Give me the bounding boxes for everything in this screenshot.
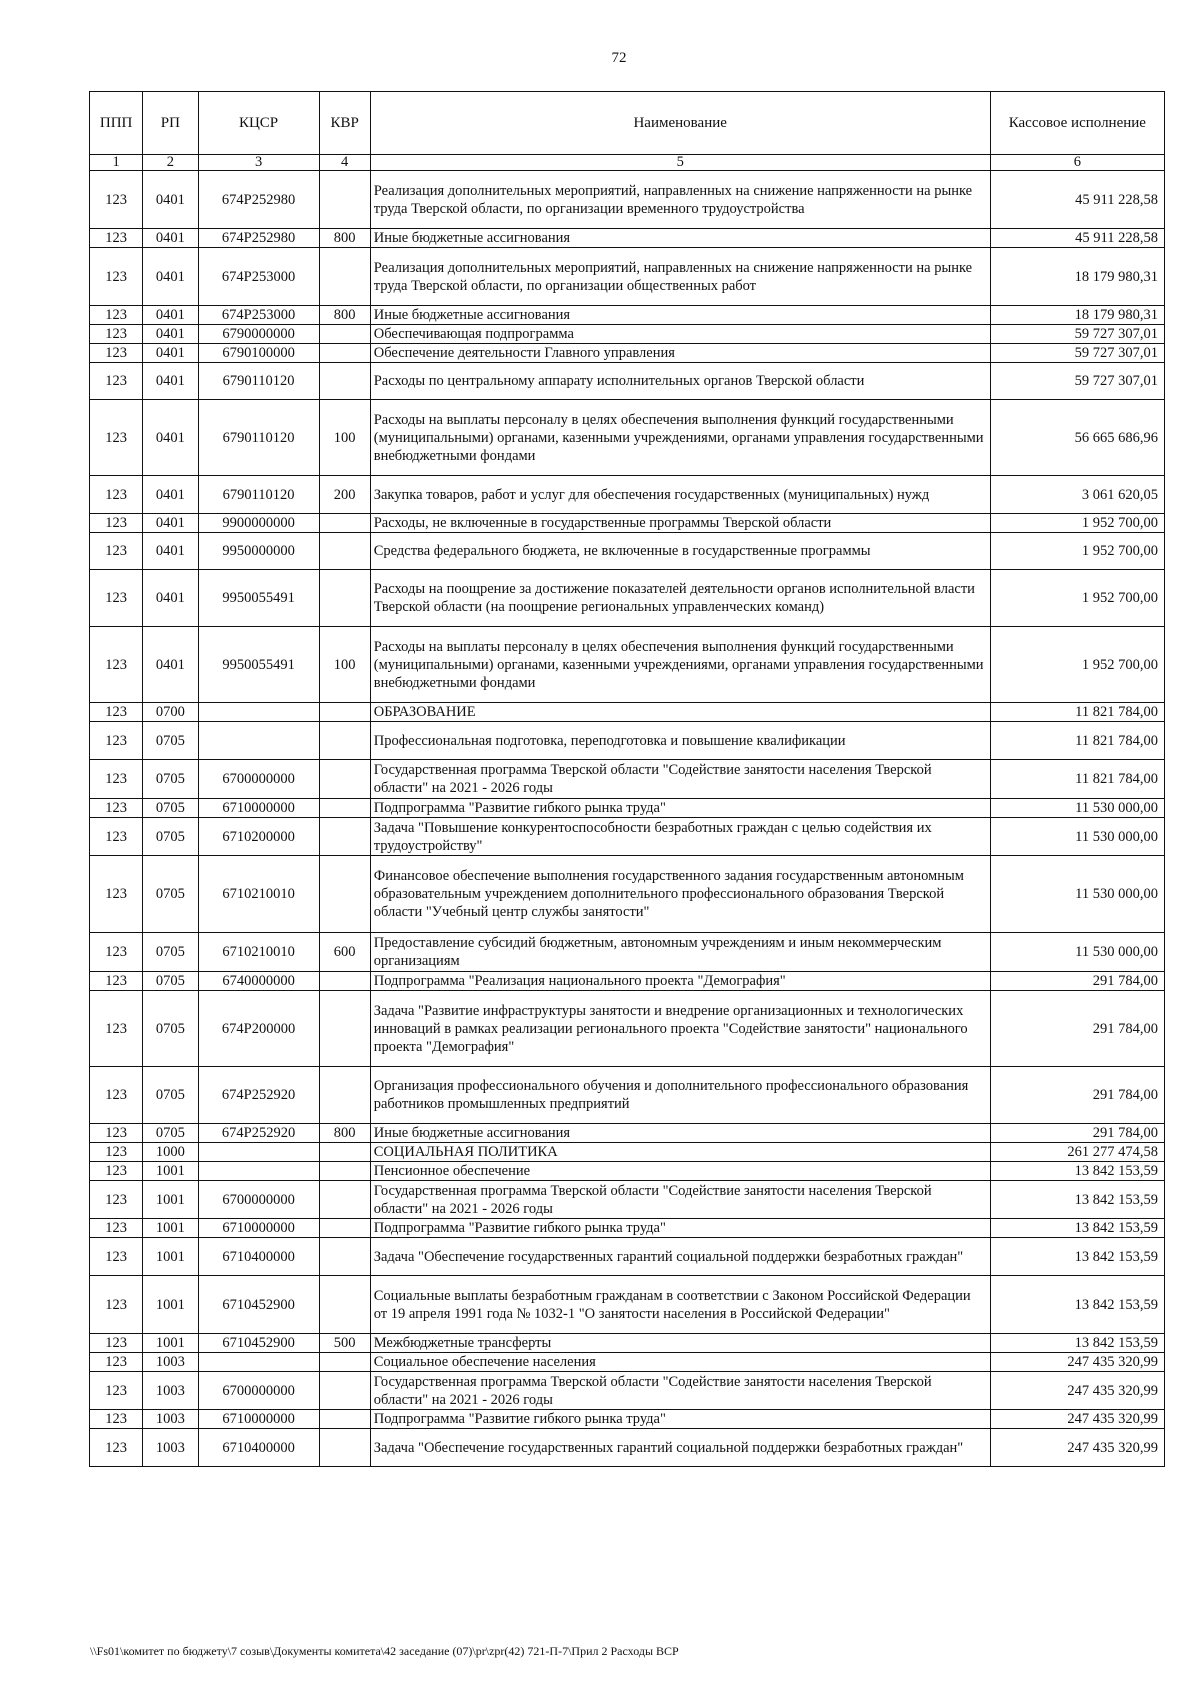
table-row	[90, 1143, 1165, 1162]
cell-name: Расходы на выплаты персоналу в целях обеспечения выполнения функций государственными (муниципальными) органами, казенными учреждениями, органами управления государственными внебюджетными фондами	[370, 400, 990, 476]
cell-kcsr: 674P200000	[198, 991, 319, 1067]
cell-amount: 59 727 307,01	[990, 325, 1164, 344]
table-row	[90, 1181, 1165, 1219]
table-row	[90, 1372, 1165, 1410]
cell-amount: 18 179 980,31	[990, 306, 1164, 325]
cell-kvr	[319, 570, 370, 627]
cell-rp: 1001	[143, 1162, 198, 1181]
cell-amount: 13 842 153,59	[990, 1181, 1164, 1219]
cell-name: Межбюджетные трансферты	[370, 1334, 990, 1353]
cell-name: Реализация дополнительных мероприятий, направленных на снижение напряженности на рынке труда Тверской области, по организации временного трудоустройства	[370, 171, 990, 229]
cell-kcsr: 674P253000	[198, 306, 319, 325]
cell-rp: 0705	[143, 856, 198, 933]
cell-rp: 0401	[143, 476, 198, 514]
cell-amount: 247 435 320,99	[990, 1429, 1164, 1467]
table-row	[90, 722, 1165, 760]
cell-amount: 291 784,00	[990, 1124, 1164, 1143]
cell-amount: 11 530 000,00	[990, 933, 1164, 972]
column-number-row	[90, 155, 1165, 171]
cell-kvr	[319, 972, 370, 991]
cell-amount: 56 665 686,96	[990, 400, 1164, 476]
cell-ppp: 123	[90, 1429, 143, 1467]
cell-amount: 1 952 700,00	[990, 514, 1164, 533]
cell-kvr: 800	[319, 306, 370, 325]
cell-rp: 1003	[143, 1353, 198, 1372]
cell-amount: 11 530 000,00	[990, 799, 1164, 818]
cell-kcsr: 674P253000	[198, 248, 319, 306]
cell-kcsr: 6790110120	[198, 400, 319, 476]
cell-name: Подпрограмма "Развитие гибкого рынка труда"	[370, 1219, 990, 1238]
cell-rp: 0401	[143, 533, 198, 570]
cell-amount: 247 435 320,99	[990, 1410, 1164, 1429]
cell-rp: 1001	[143, 1181, 198, 1219]
cell-kvr: 800	[319, 1124, 370, 1143]
cell-rp: 1001	[143, 1334, 198, 1353]
cell-rp: 0705	[143, 818, 198, 856]
cell-rp: 0705	[143, 1067, 198, 1124]
cell-kcsr: 6710452900	[198, 1334, 319, 1353]
cell-ppp: 123	[90, 991, 143, 1067]
cell-kcsr: 6710210010	[198, 856, 319, 933]
header-amount: Кассовое исполнение	[990, 92, 1164, 155]
cell-amount: 11 530 000,00	[990, 856, 1164, 933]
column-number: 4	[319, 155, 370, 171]
cell-amount: 11 821 784,00	[990, 760, 1164, 799]
cell-ppp: 123	[90, 325, 143, 344]
cell-ppp: 123	[90, 972, 143, 991]
table-row	[90, 1276, 1165, 1334]
cell-kcsr: 6790110120	[198, 476, 319, 514]
table-row	[90, 1162, 1165, 1181]
cell-kcsr	[198, 1162, 319, 1181]
cell-kvr	[319, 533, 370, 570]
cell-kvr	[319, 722, 370, 760]
header-kvr: КВР	[319, 92, 370, 155]
cell-rp: 0401	[143, 248, 198, 306]
cell-kcsr: 6710210010	[198, 933, 319, 972]
cell-ppp: 123	[90, 363, 143, 400]
table-row	[90, 570, 1165, 627]
table-row	[90, 1219, 1165, 1238]
table-row	[90, 171, 1165, 229]
cell-kcsr: 6790110120	[198, 363, 319, 400]
cell-kcsr: 6710000000	[198, 799, 319, 818]
cell-ppp: 123	[90, 1162, 143, 1181]
cell-name: Расходы по центральному аппарату исполнительных органов Тверской области	[370, 363, 990, 400]
cell-amount: 13 842 153,59	[990, 1276, 1164, 1334]
cell-kvr: 100	[319, 627, 370, 703]
column-number: 1	[90, 155, 143, 171]
cell-name: Задача "Обеспечение государственных гарантий социальной поддержки безработных граждан"	[370, 1238, 990, 1276]
table-row	[90, 703, 1165, 722]
cell-amount: 13 842 153,59	[990, 1238, 1164, 1276]
cell-kvr	[319, 325, 370, 344]
column-number: 2	[143, 155, 198, 171]
cell-kvr	[319, 363, 370, 400]
header-rp: РП	[143, 92, 198, 155]
cell-name: Государственная программа Тверской области "Содействие занятости населения Тверской области" на 2021 - 2026 годы	[370, 760, 990, 799]
cell-kvr: 500	[319, 1334, 370, 1353]
cell-rp: 0401	[143, 400, 198, 476]
cell-ppp: 123	[90, 1334, 143, 1353]
table-row	[90, 1238, 1165, 1276]
cell-ppp: 123	[90, 400, 143, 476]
column-number: 6	[990, 155, 1164, 171]
cell-rp: 1003	[143, 1372, 198, 1410]
cell-name: Средства федерального бюджета, не включенные в государственные программы	[370, 533, 990, 570]
cell-name: Задача "Развитие инфраструктуры занятости и внедрение организационных и технологических инноваций в рамках реализации регионального проекта "Содействие занятости" национального проекта "Демография"	[370, 991, 990, 1067]
cell-kvr	[319, 760, 370, 799]
table-row	[90, 933, 1165, 972]
cell-kvr: 200	[319, 476, 370, 514]
cell-amount: 11 821 784,00	[990, 722, 1164, 760]
cell-kvr	[319, 171, 370, 229]
cell-name: Подпрограмма "Реализация национального проекта "Демография"	[370, 972, 990, 991]
cell-kcsr	[198, 703, 319, 722]
cell-name: Иные бюджетные ассигнования	[370, 1124, 990, 1143]
cell-name: Обеспечивающая подпрограмма	[370, 325, 990, 344]
cell-rp: 0401	[143, 514, 198, 533]
cell-ppp: 123	[90, 229, 143, 248]
cell-ppp: 123	[90, 933, 143, 972]
cell-ppp: 123	[90, 1181, 143, 1219]
table-row	[90, 344, 1165, 363]
cell-kcsr: 674P252920	[198, 1124, 319, 1143]
cell-ppp: 123	[90, 627, 143, 703]
cell-ppp: 123	[90, 818, 143, 856]
cell-rp: 0700	[143, 703, 198, 722]
table-row	[90, 856, 1165, 933]
cell-amount: 18 179 980,31	[990, 248, 1164, 306]
cell-ppp: 123	[90, 1353, 143, 1372]
cell-rp: 0401	[143, 229, 198, 248]
table-row	[90, 1429, 1165, 1467]
cell-kcsr: 6700000000	[198, 1181, 319, 1219]
cell-kcsr	[198, 722, 319, 760]
cell-rp: 0401	[143, 570, 198, 627]
cell-rp: 1001	[143, 1276, 198, 1334]
cell-kvr	[319, 799, 370, 818]
cell-kvr	[319, 1162, 370, 1181]
cell-kcsr: 6710452900	[198, 1276, 319, 1334]
cell-name: Социальное обеспечение населения	[370, 1353, 990, 1372]
cell-name: Задача "Обеспечение государственных гарантий социальной поддержки безработных граждан"	[370, 1429, 990, 1467]
cell-kcsr: 6710000000	[198, 1410, 319, 1429]
cell-ppp: 123	[90, 476, 143, 514]
table-row	[90, 514, 1165, 533]
cell-ppp: 123	[90, 1238, 143, 1276]
cell-amount: 291 784,00	[990, 972, 1164, 991]
cell-ppp: 123	[90, 799, 143, 818]
cell-kcsr: 674P252980	[198, 229, 319, 248]
cell-name: Обеспечение деятельности Главного управления	[370, 344, 990, 363]
cell-ppp: 123	[90, 760, 143, 799]
cell-kvr	[319, 514, 370, 533]
cell-ppp: 123	[90, 248, 143, 306]
cell-rp: 0401	[143, 627, 198, 703]
cell-kvr	[319, 856, 370, 933]
cell-amount: 1 952 700,00	[990, 627, 1164, 703]
cell-ppp: 123	[90, 570, 143, 627]
cell-amount: 247 435 320,99	[990, 1372, 1164, 1410]
cell-name: Государственная программа Тверской области "Содействие занятости населения Тверской области" на 2021 - 2026 годы	[370, 1181, 990, 1219]
table-row	[90, 1353, 1165, 1372]
cell-rp: 1001	[143, 1238, 198, 1276]
cell-rp: 0401	[143, 344, 198, 363]
cell-rp: 0401	[143, 171, 198, 229]
cell-kcsr: 6710200000	[198, 818, 319, 856]
cell-amount: 3 061 620,05	[990, 476, 1164, 514]
footer-file-path: \\Fs01\комитет по бюджету\7 созыв\Документы комитета\42 заседание (07)\pr\zpr(42) 721-П-7\Прил 2 Расходы ВСР	[90, 1644, 679, 1658]
cell-amount: 45 911 228,58	[990, 229, 1164, 248]
cell-kvr	[319, 344, 370, 363]
cell-ppp: 123	[90, 1410, 143, 1429]
cell-name: Расходы, не включенные в государственные программы Тверской области	[370, 514, 990, 533]
cell-rp: 0705	[143, 760, 198, 799]
cell-name: Финансовое обеспечение выполнения государственного задания государственным автономным образовательным учреждением дополнительного профессионального образования Тверской области "Учебный центр службы занятости"	[370, 856, 990, 933]
table-row	[90, 229, 1165, 248]
table-row	[90, 818, 1165, 856]
table-row	[90, 1334, 1165, 1353]
table-row	[90, 325, 1165, 344]
table-row	[90, 476, 1165, 514]
cell-kvr	[319, 818, 370, 856]
cell-rp: 0705	[143, 972, 198, 991]
cell-ppp: 123	[90, 171, 143, 229]
cell-rp: 0705	[143, 991, 198, 1067]
cell-ppp: 123	[90, 1372, 143, 1410]
cell-name: Закупка товаров, работ и услуг для обеспечения государственных (муниципальных) нужд	[370, 476, 990, 514]
cell-ppp: 123	[90, 1219, 143, 1238]
header-ppp: ППП	[90, 92, 143, 155]
cell-kvr	[319, 1372, 370, 1410]
cell-kcsr: 6700000000	[198, 1372, 319, 1410]
cell-amount: 13 842 153,59	[990, 1219, 1164, 1238]
cell-rp: 0401	[143, 363, 198, 400]
table-row	[90, 1067, 1165, 1124]
cell-amount: 291 784,00	[990, 991, 1164, 1067]
cell-name: Профессиональная подготовка, переподготовка и повышение квалификации	[370, 722, 990, 760]
cell-amount: 291 784,00	[990, 1067, 1164, 1124]
cell-amount: 1 952 700,00	[990, 533, 1164, 570]
cell-kcsr: 674P252980	[198, 171, 319, 229]
header-name: Наименование	[370, 92, 990, 155]
cell-rp: 0705	[143, 722, 198, 760]
cell-ppp: 123	[90, 1143, 143, 1162]
cell-kvr	[319, 1353, 370, 1372]
cell-amount: 261 277 474,58	[990, 1143, 1164, 1162]
cell-kvr	[319, 1276, 370, 1334]
table-body	[90, 171, 1165, 1467]
cell-ppp: 123	[90, 306, 143, 325]
cell-kcsr	[198, 1353, 319, 1372]
cell-ppp: 123	[90, 722, 143, 760]
cell-rp: 0401	[143, 325, 198, 344]
cell-kcsr	[198, 1143, 319, 1162]
cell-name: Иные бюджетные ассигнования	[370, 306, 990, 325]
cell-rp: 1003	[143, 1429, 198, 1467]
cell-name: Иные бюджетные ассигнования	[370, 229, 990, 248]
table-row	[90, 627, 1165, 703]
cell-kvr	[319, 1238, 370, 1276]
cell-name: Расходы на выплаты персоналу в целях обеспечения выполнения функций государственными (муниципальными) органами, казенными учреждениями, органами управления государственными внебюджетными фондами	[370, 627, 990, 703]
cell-name: Подпрограмма "Развитие гибкого рынка труда"	[370, 799, 990, 818]
table-row	[90, 306, 1165, 325]
cell-amount: 11 821 784,00	[990, 703, 1164, 722]
cell-kvr: 100	[319, 400, 370, 476]
cell-ppp: 123	[90, 856, 143, 933]
cell-amount: 1 952 700,00	[990, 570, 1164, 627]
cell-name: Пенсионное обеспечение	[370, 1162, 990, 1181]
header-kcsr: КЦСР	[198, 92, 319, 155]
cell-rp: 0401	[143, 306, 198, 325]
cell-kvr	[319, 1219, 370, 1238]
cell-rp: 1001	[143, 1219, 198, 1238]
cell-kvr	[319, 703, 370, 722]
cell-ppp: 123	[90, 1067, 143, 1124]
cell-name: Государственная программа Тверской области "Содействие занятости населения Тверской области" на 2021 - 2026 годы	[370, 1372, 990, 1410]
cell-rp: 1003	[143, 1410, 198, 1429]
cell-name: СОЦИАЛЬНАЯ ПОЛИТИКА	[370, 1143, 990, 1162]
budget-table	[89, 91, 1165, 1467]
cell-ppp: 123	[90, 533, 143, 570]
cell-name: Предоставление субсидий бюджетным, автономным учреждениям и иным некоммерческим организациям	[370, 933, 990, 972]
cell-rp: 0705	[143, 799, 198, 818]
table-row	[90, 363, 1165, 400]
cell-kcsr: 9900000000	[198, 514, 319, 533]
page-number: 72	[611, 50, 627, 66]
cell-amount: 59 727 307,01	[990, 344, 1164, 363]
cell-kcsr: 6700000000	[198, 760, 319, 799]
cell-kvr	[319, 1143, 370, 1162]
cell-kvr	[319, 248, 370, 306]
cell-ppp: 123	[90, 703, 143, 722]
cell-rp: 0705	[143, 1124, 198, 1143]
cell-kcsr: 6740000000	[198, 972, 319, 991]
cell-kcsr: 6710400000	[198, 1238, 319, 1276]
cell-kvr: 600	[319, 933, 370, 972]
cell-name: ОБРАЗОВАНИЕ	[370, 703, 990, 722]
cell-name: Задача "Повышение конкурентоспособности безработных граждан с целью содействия их трудоустройству"	[370, 818, 990, 856]
cell-ppp: 123	[90, 1276, 143, 1334]
table-row	[90, 248, 1165, 306]
cell-kvr	[319, 991, 370, 1067]
table-row	[90, 972, 1165, 991]
cell-amount: 11 530 000,00	[990, 818, 1164, 856]
cell-kcsr: 6710000000	[198, 1219, 319, 1238]
column-number: 3	[198, 155, 319, 171]
cell-kvr	[319, 1410, 370, 1429]
cell-kcsr: 9950000000	[198, 533, 319, 570]
cell-ppp: 123	[90, 344, 143, 363]
cell-amount: 13 842 153,59	[990, 1162, 1164, 1181]
table-row	[90, 1124, 1165, 1143]
table-header-row	[90, 92, 1165, 155]
cell-amount: 59 727 307,01	[990, 363, 1164, 400]
cell-amount: 13 842 153,59	[990, 1334, 1164, 1353]
cell-kvr	[319, 1429, 370, 1467]
table-row	[90, 799, 1165, 818]
cell-rp: 1000	[143, 1143, 198, 1162]
cell-kvr	[319, 1181, 370, 1219]
cell-kvr: 800	[319, 229, 370, 248]
table-row	[90, 533, 1165, 570]
column-number: 5	[370, 155, 990, 171]
table-row	[90, 991, 1165, 1067]
table-row	[90, 400, 1165, 476]
cell-amount: 247 435 320,99	[990, 1353, 1164, 1372]
cell-kcsr: 6790100000	[198, 344, 319, 363]
table-row	[90, 760, 1165, 799]
cell-kcsr: 674P252920	[198, 1067, 319, 1124]
cell-kcsr: 9950055491	[198, 570, 319, 627]
cell-name: Расходы на поощрение за достижение показателей деятельности органов исполнительной власти Тверской области (на поощрение региональных управленческих команд)	[370, 570, 990, 627]
cell-name: Организация профессионального обучения и дополнительного профессионального образования работников промышленных предприятий	[370, 1067, 990, 1124]
cell-name: Социальные выплаты безработным гражданам в соответствии с Законом Российской Федерации от 19 апреля 1991 года № 1032-1 "О занятости населения в Российской Федерации"	[370, 1276, 990, 1334]
cell-kcsr: 6710400000	[198, 1429, 319, 1467]
cell-kcsr: 9950055491	[198, 627, 319, 703]
cell-name: Подпрограмма "Развитие гибкого рынка труда"	[370, 1410, 990, 1429]
cell-amount: 45 911 228,58	[990, 171, 1164, 229]
cell-rp: 0705	[143, 933, 198, 972]
cell-name: Реализация дополнительных мероприятий, направленных на снижение напряженности на рынке труда Тверской области, по организации общественных работ	[370, 248, 990, 306]
cell-ppp: 123	[90, 1124, 143, 1143]
table-row	[90, 1410, 1165, 1429]
cell-kvr	[319, 1067, 370, 1124]
cell-ppp: 123	[90, 514, 143, 533]
cell-kcsr: 6790000000	[198, 325, 319, 344]
